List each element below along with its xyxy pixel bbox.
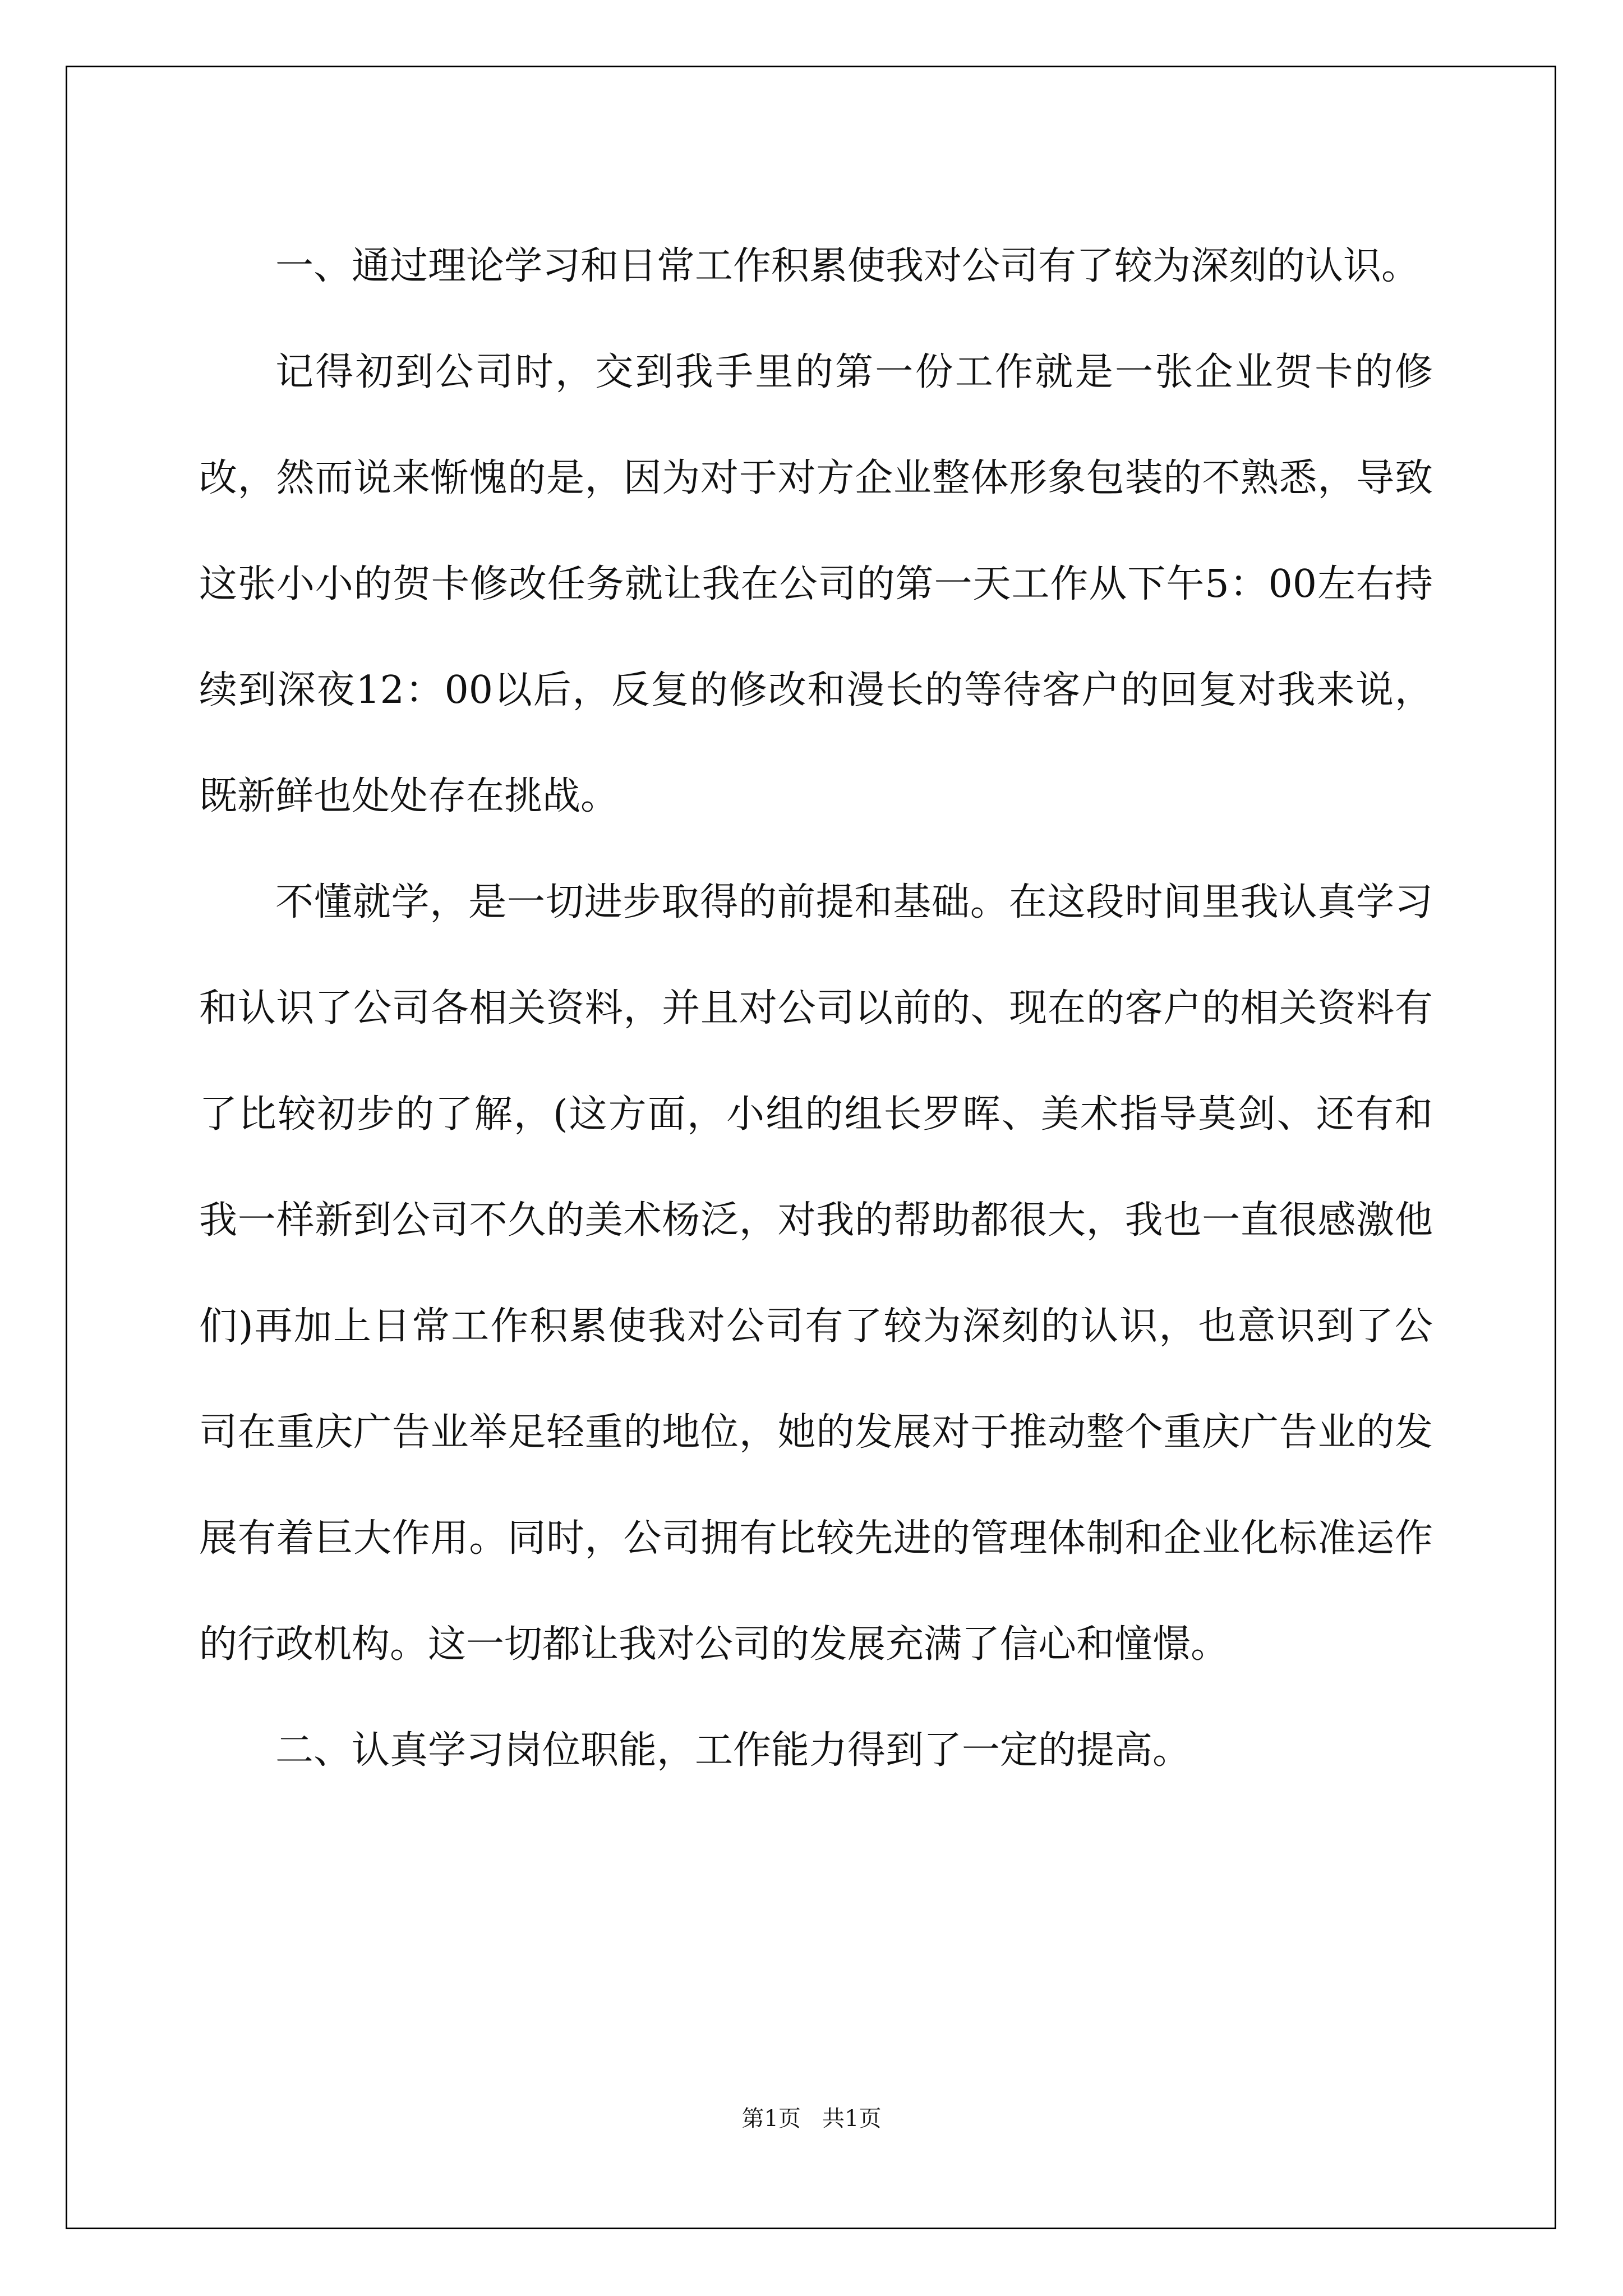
- page-number-footer: 第1页 共1页: [741, 2106, 882, 2132]
- paragraph-3: 不懂就学，是一切进步取得的前提和基础。在这段时间里我认真学习和认识了公司各相关资料，并且对公司以前的、现在的客户的相关资料有了比较初步的了解，(这方面，小组的组长罗晖、美术指导莫剑、还有和我一样新到公司不久的美术杨泛，对我的帮助都很大，我也一直很感激他们)再加上日常工作积累使我对公司有了较为深刻的认识，也意识到了公司在重庆广告业举足轻重的地位，她的发展对于推动整个重庆广告业的发展有着巨大作用。同时，公司拥有比较先进的管理体制和企业化标准运作的行政机构。这一切都让我对公司的发展充满了信心和憧憬。: [199, 880, 1433, 1667]
- paragraph-4: 二、认真学习岗位职能，工作能力得到了一定的提高。: [275, 1728, 1191, 1773]
- paragraph-2: 记得初到公司时，交到我手里的第一份工作就是一张企业贺卡的修改，然而说来惭愧的是，因为对于对方企业整体形象包装的不熟悉，导致这张小小的贺卡修改任务就让我在公司的第一天工作从下午5：00左右持续到深夜12：00以后，反复的修改和漫长的等待客户的回复对我来说，既新鲜也处处存在挑战。: [199, 350, 1433, 818]
- document-body: [199, 213, 1433, 1803]
- paragraph-1: 一、通过理论学习和日常工作积累使我对公司有了较为深刻的认识。: [275, 244, 1420, 288]
